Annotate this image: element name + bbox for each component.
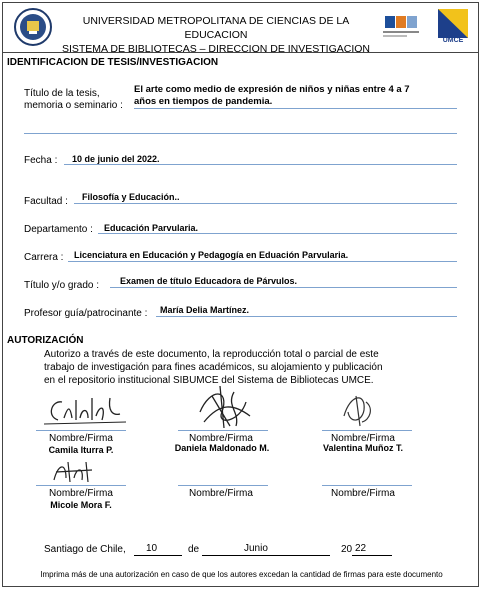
thesis-title-label-1: Título de la tesis, <box>24 88 100 99</box>
umce-seal-logo <box>14 7 52 47</box>
departamento-label: Departamento : <box>24 224 93 235</box>
signature-5-label: Nombre/Firma <box>189 488 253 499</box>
identification-section-title: IDENTIFICACION DE TESIS/INVESTIGACION <box>7 57 219 68</box>
authorization-text-line-2: trabajo de investigación para fines académicos, su alojamiento y publicación <box>44 362 383 373</box>
date-month-line <box>202 555 330 556</box>
umce-brand-text: UMCE <box>442 37 464 44</box>
signature-3-name: Valentina Muñoz T. <box>322 443 403 453</box>
footer-note: Imprima más de una autorización en caso de que los autores excedan la cantidad de firmas para este documento <box>40 570 443 579</box>
signature-1-label: Nombre/Firma <box>49 433 113 444</box>
signature-line-5 <box>178 485 268 486</box>
signature-4-image <box>48 456 98 486</box>
library-logo <box>381 14 421 38</box>
facultad-label: Facultad : <box>24 196 68 207</box>
date-year-line <box>352 555 392 556</box>
departamento-value: Educación Parvularia. <box>104 223 199 233</box>
titulo-label: Título y/o grado : <box>24 280 100 291</box>
signature-3-label: Nombre/Firma <box>331 433 395 444</box>
carrera-label: Carrera : <box>24 252 64 263</box>
thesis-title-underline-2 <box>24 133 457 134</box>
departamento-underline <box>98 233 457 234</box>
signature-1-name: Camila Iturra P. <box>48 445 114 455</box>
umce-brand-logo <box>436 8 470 46</box>
carrera-underline <box>68 261 457 262</box>
signature-1-image <box>40 392 130 430</box>
header-divider <box>2 52 479 53</box>
signature-line-3 <box>322 430 412 431</box>
signature-4-name: Micole Mora F. <box>50 500 112 510</box>
signature-2-label: Nombre/Firma <box>189 433 253 444</box>
facultad-value: Filosofía y Educación.. <box>82 192 180 202</box>
titulo-value: Examen de título Educadora de Párvulos. <box>120 276 298 286</box>
signature-6-label: Nombre/Firma <box>331 488 395 499</box>
profesor-label: Profesor guía/patrocinante : <box>24 308 148 319</box>
carrera-value: Licenciatura en Educación y Pedagogía en Eduación Parvularia. <box>74 250 349 260</box>
date-place: Santiago de Chile, <box>44 544 126 555</box>
signature-line-6 <box>322 485 412 486</box>
signature-3-image <box>334 388 384 430</box>
library-system-name: SISTEMA DE BIBLIOTECAS – DIRECCION DE INVESTIGACION <box>61 43 371 55</box>
profesor-underline <box>156 316 457 317</box>
titulo-underline <box>110 287 457 288</box>
signature-line-4 <box>36 485 126 486</box>
date-day: 10 <box>146 543 158 554</box>
header-titles <box>58 14 374 56</box>
fecha-underline <box>64 164 457 165</box>
fecha-label: Fecha : <box>24 155 58 166</box>
signature-line-1 <box>36 430 126 431</box>
fecha-value: 10 de junio del 2022. <box>72 154 160 164</box>
authorization-text-line-1: Autorizo a través de este documento, la reproducción total o parcial de este <box>44 349 379 360</box>
authorization-section-title: AUTORIZACIÓN <box>7 335 84 346</box>
signature-4-label: Nombre/Firma <box>49 488 113 499</box>
signature-2-name: Daniela Maldonado M. <box>174 443 270 453</box>
profesor-value: María Delia Martínez. <box>160 305 250 315</box>
date-year-prefix: 20 <box>341 544 353 555</box>
university-name: UNIVERSIDAD METROPOLITANA DE CIENCIAS DE LA EDUCACION <box>82 15 350 41</box>
thesis-title-value-1: El arte como medio de expresión de niños y niñas entre 4 a 7 <box>134 84 410 95</box>
thesis-title-label-2: memoria o seminario : <box>24 100 123 111</box>
date-day-line <box>134 555 182 556</box>
thesis-title-underline-1 <box>134 108 457 109</box>
date-year-suffix: 22 <box>355 543 367 554</box>
authorization-text-line-3: en el repositorio institucional SIBUMCE del Sistema de Bibliotecas UMCE. <box>44 375 374 386</box>
date-de: de <box>188 544 200 555</box>
facultad-underline <box>74 203 457 204</box>
signature-line-2 <box>178 430 268 431</box>
signature-2-image <box>190 382 260 432</box>
thesis-title-value-2: años en tiempos de pandemia. <box>134 96 273 107</box>
date-month: Junio <box>244 543 268 554</box>
